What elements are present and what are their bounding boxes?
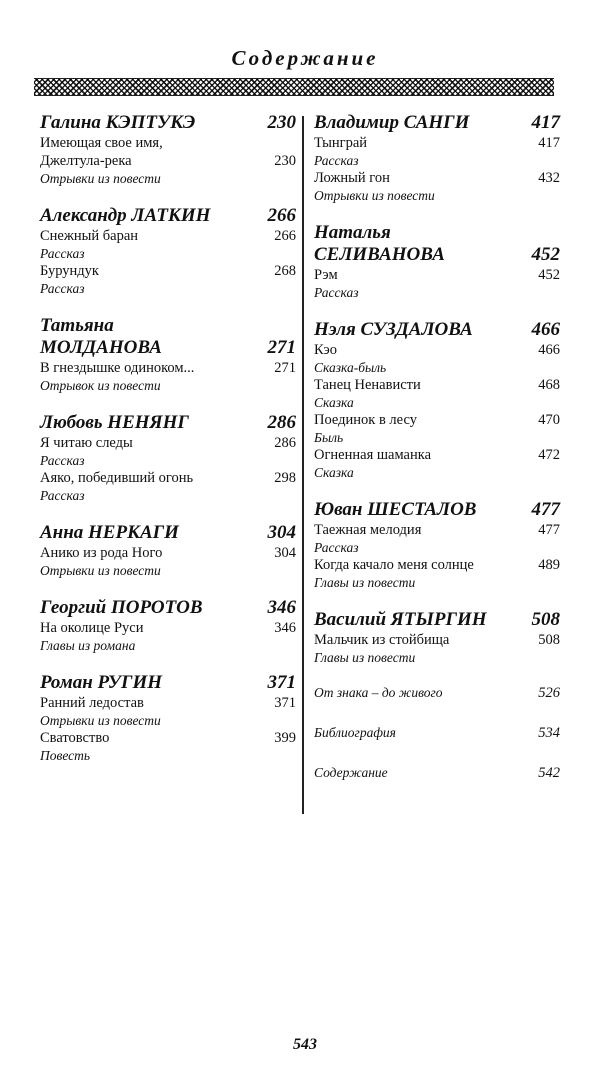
author-page-number: 452 xyxy=(531,244,560,265)
author-name: Анна НЕРКАГИ xyxy=(40,522,179,543)
author-heading xyxy=(314,222,560,266)
work-genre-note: Рассказ xyxy=(40,488,85,503)
back-matter-entry xyxy=(314,684,560,702)
author-first-name: Наталья xyxy=(314,222,391,243)
toc-author-entry xyxy=(314,319,560,481)
work-page-number: 468 xyxy=(538,377,560,393)
work-page-number: 432 xyxy=(538,170,560,186)
author-first-name: Татьяна xyxy=(40,315,114,336)
author-page-number: 508 xyxy=(531,609,560,630)
work-title-row[interactable] xyxy=(40,134,296,152)
work-title: Бурундук xyxy=(40,263,99,279)
work-title: Джелтула-река xyxy=(40,153,132,169)
work-title: Ранний ледостав xyxy=(40,695,144,711)
page-title: Содержание xyxy=(231,46,379,70)
work-title: Огненная шаманка xyxy=(314,447,431,463)
work-genre-note: Отрывок из повести xyxy=(40,378,161,393)
author-heading xyxy=(40,315,296,359)
author-page-number: 286 xyxy=(267,412,296,433)
work-page-number: 271 xyxy=(274,360,296,376)
work-genre-note: Отрывки из повести xyxy=(40,563,161,578)
author-page-number: 477 xyxy=(531,499,560,520)
toc-author-entry xyxy=(40,205,296,297)
author-name: Галина КЭПТУКЭ xyxy=(40,112,196,133)
work-title: Анико из рода Ного xyxy=(40,545,163,561)
toc-author-entry xyxy=(314,609,560,666)
work-genre-note: Сказка xyxy=(314,465,354,480)
back-matter-entry xyxy=(314,724,560,742)
work-title-row[interactable] xyxy=(314,521,560,539)
work-genre-note: Рассказ xyxy=(314,540,359,555)
back-matter-row[interactable] xyxy=(314,764,560,782)
work-genre-note: Повесть xyxy=(40,748,91,763)
work-genre-note: Рассказ xyxy=(40,453,85,468)
work-title-row[interactable] xyxy=(40,619,296,637)
work-page-number: 470 xyxy=(538,412,560,428)
work-page-number: 230 xyxy=(274,153,296,169)
author-page-number: 230 xyxy=(267,112,296,133)
work-genre-note: Главы из романа xyxy=(40,638,136,653)
author-name: Юван ШЕСТАЛОВ xyxy=(314,499,477,520)
work-page-number: 346 xyxy=(274,620,296,636)
work-page-number: 298 xyxy=(274,470,296,486)
work-title-row[interactable] xyxy=(314,266,560,284)
work-genre-note: Отрывки из повести xyxy=(40,171,161,186)
work-title-row[interactable] xyxy=(40,434,296,452)
work-page-number: 466 xyxy=(538,342,560,358)
work-title: Тынграй xyxy=(314,135,368,151)
ornamental-border xyxy=(34,78,554,96)
back-matter-title: От знака – до живого xyxy=(314,685,443,700)
author-page-number: 304 xyxy=(267,522,296,543)
work-genre-note: Отрывки из повести xyxy=(40,713,161,728)
work-genre-note: Главы из повести xyxy=(314,575,416,590)
back-matter-title: Библиография xyxy=(314,725,396,740)
author-heading xyxy=(314,319,560,341)
work-title: Ложный гон xyxy=(314,170,390,186)
author-heading xyxy=(40,205,296,227)
work-genre-note: Рассказ xyxy=(314,285,359,300)
work-title: Когда качало меня солнце xyxy=(314,557,474,573)
author-page-number: 371 xyxy=(267,672,296,693)
work-title-row[interactable] xyxy=(40,469,296,487)
work-page-number: 472 xyxy=(538,447,560,463)
work-title: Аяко, победивший огонь xyxy=(40,470,194,486)
work-genre-note: Главы из повести xyxy=(314,650,416,665)
work-title: Имеющая свое имя, xyxy=(40,135,163,151)
back-matter-row[interactable] xyxy=(314,684,560,702)
work-page-number: 508 xyxy=(538,632,560,648)
toc-right-column xyxy=(314,112,560,804)
work-title-row[interactable] xyxy=(314,411,560,429)
author-last-name: СЕЛИВАНОВА xyxy=(314,244,445,265)
work-genre-note: Сказка xyxy=(314,395,354,410)
work-title-row[interactable] xyxy=(40,152,296,170)
back-matter-title: Содержание xyxy=(314,765,388,780)
work-genre-note: Рассказ xyxy=(40,246,85,261)
work-title-row[interactable] xyxy=(314,341,560,359)
toc-back-matter xyxy=(314,684,560,782)
author-heading xyxy=(40,522,296,544)
work-page-number: 399 xyxy=(274,730,296,746)
work-title-row[interactable] xyxy=(40,694,296,712)
work-genre-note: Быль xyxy=(314,430,344,445)
author-name: Владимир САНГИ xyxy=(314,112,470,133)
work-page-number: 268 xyxy=(274,263,296,279)
author-page-number: 271 xyxy=(267,337,296,358)
author-name: Георгий ПОРОТОВ xyxy=(40,597,203,618)
toc-author-entry xyxy=(40,112,296,187)
author-page-number: 466 xyxy=(531,319,560,340)
author-name: Роман РУГИН xyxy=(40,672,163,693)
back-matter-page-number: 526 xyxy=(538,685,560,701)
author-name: Любовь НЕНЯНГ xyxy=(40,412,189,433)
toc-author-entry xyxy=(40,522,296,579)
toc-author-entry xyxy=(314,222,560,301)
toc-author-entry xyxy=(314,112,560,204)
work-title-row[interactable] xyxy=(314,631,560,649)
work-page-number: 477 xyxy=(538,522,560,538)
author-page-number: 417 xyxy=(531,112,560,133)
author-heading xyxy=(314,112,560,134)
toc-author-entry xyxy=(40,412,296,504)
work-page-number: 452 xyxy=(538,267,560,283)
work-page-number: 286 xyxy=(274,435,296,451)
work-title: Поединок в лесу xyxy=(314,412,417,428)
author-name: Александр ЛАТКИН xyxy=(40,205,211,226)
back-matter-page-number: 542 xyxy=(538,765,560,781)
work-title: Сватовство xyxy=(40,730,110,746)
work-title: Кэо xyxy=(314,342,337,358)
work-title-row[interactable] xyxy=(314,134,560,152)
page-number: 543 xyxy=(293,1036,317,1053)
work-title: На околице Руси xyxy=(40,620,144,636)
work-page-number: 266 xyxy=(274,228,296,244)
work-title-row[interactable] xyxy=(40,729,296,747)
toc-author-entry xyxy=(314,499,560,591)
toc-author-entry xyxy=(40,315,296,394)
work-page-number: 371 xyxy=(274,695,296,711)
work-title-row[interactable] xyxy=(40,262,296,280)
author-heading xyxy=(314,609,560,631)
back-matter-row[interactable] xyxy=(314,724,560,742)
author-heading xyxy=(40,112,296,134)
column-divider xyxy=(302,116,304,814)
toc-left-column xyxy=(40,112,296,782)
author-name: Нэля СУЗДАЛОВА xyxy=(314,319,473,340)
work-title-row[interactable] xyxy=(40,544,296,562)
work-title: Я читаю следы xyxy=(40,435,133,451)
work-title: Танец Ненависти xyxy=(314,377,421,393)
work-genre-note: Рассказ xyxy=(314,153,359,168)
author-heading xyxy=(40,412,296,434)
work-title-row[interactable] xyxy=(314,446,560,464)
work-title: Таежная мелодия xyxy=(314,522,422,538)
work-title: Мальчик из стойбища xyxy=(314,632,450,648)
toc-author-entry xyxy=(40,672,296,764)
author-heading xyxy=(40,597,296,619)
work-title: Снежный баран xyxy=(40,228,139,244)
author-name: Василий ЯТЫРГИН xyxy=(314,609,487,630)
work-page-number: 489 xyxy=(538,557,560,573)
work-page-number: 417 xyxy=(538,135,560,151)
work-title-row[interactable] xyxy=(40,227,296,245)
author-name xyxy=(40,315,162,359)
work-title: В гнездышке одиноком... xyxy=(40,360,195,376)
author-last-name: МОЛДАНОВА xyxy=(40,337,162,358)
author-page-number: 346 xyxy=(267,597,296,618)
work-title: Рэм xyxy=(314,267,338,283)
back-matter-page-number: 534 xyxy=(538,725,560,741)
work-title-row[interactable] xyxy=(314,376,560,394)
work-title-row[interactable] xyxy=(40,359,296,377)
author-heading xyxy=(314,499,560,521)
work-page-number: 304 xyxy=(274,545,296,561)
toc-author-entry xyxy=(40,597,296,654)
author-page-number: 266 xyxy=(267,205,296,226)
work-title-row[interactable] xyxy=(314,556,560,574)
back-matter-entry xyxy=(314,764,560,782)
author-name xyxy=(314,222,445,266)
work-genre-note: Отрывки из повести xyxy=(314,188,435,203)
work-genre-note: Рассказ xyxy=(40,281,85,296)
work-genre-note: Сказка-быль xyxy=(314,360,387,375)
author-heading xyxy=(40,672,296,694)
work-title-row[interactable] xyxy=(314,169,560,187)
